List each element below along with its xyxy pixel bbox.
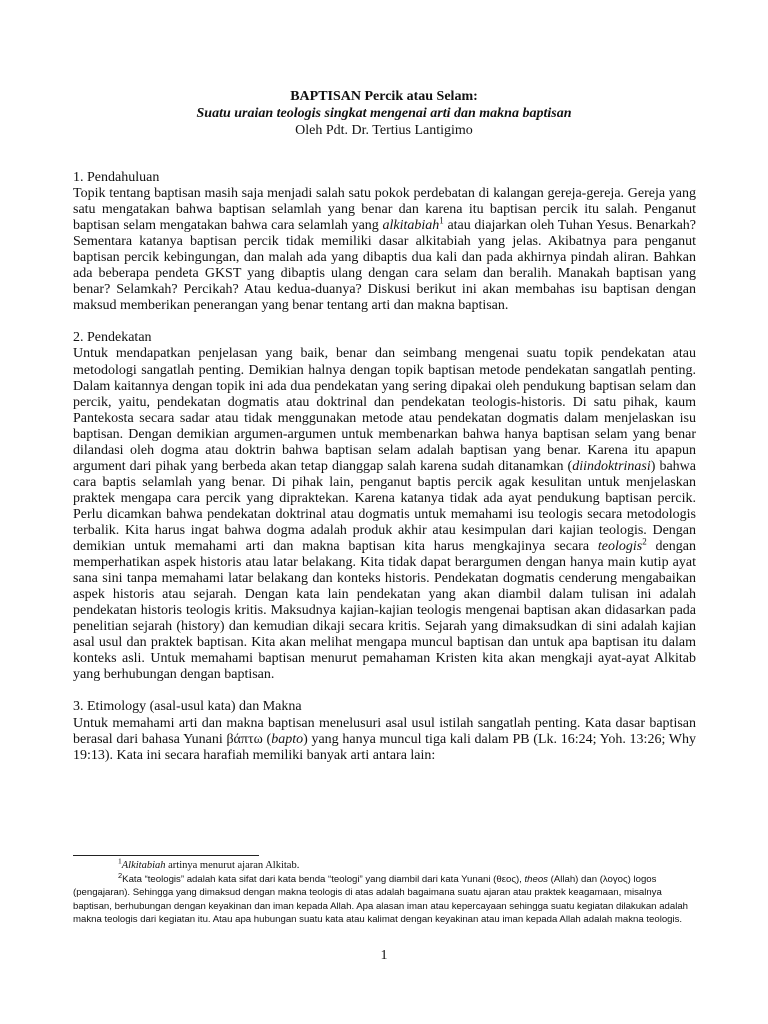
text-run: Topik tentang baptisan masih saja menjadi salah satu pokok perdebatan di kalangan gereja-gereja. Gereja yang satu mengatakan bahwa baptisan selamlah yang benar dan karena itu baptisan percik itu salah. Penganut baptisan selam mengatakan bahwa cara selamlah yang [73, 186, 696, 234]
footnote-number: 1 [118, 856, 122, 866]
footnote-separator [73, 855, 259, 856]
footnote-number: 2 [118, 870, 123, 880]
paragraph-pendekatan [73, 346, 696, 683]
section-heading-pendahuluan: 1. Pendahuluan [73, 170, 160, 185]
text-run: atau diajarkan oleh Tuhan Yesus. Benarkah? Sementara katanya baptisan percik tidak memiliki dasar alkitabiah yang jelas. Akibatnya para penganut baptisan percik kebingungan, dan malah ada yang dibaptis dua kali dan pada akhirnya pindah aliran. Bahkan ada beberapa pendeta GKST yang dibaptis ulang dengan cara selam dan beralih. Manakah baptisan yang benar? Selamkah? Percikah? Atau kedua-duanya? Diskusi berikut ini akan membahas isu baptisan dengan maksud memberikan penerangan yang benar tentang arti dan makna baptisan. [73, 218, 696, 314]
footnote-ref-1: 1 [439, 215, 444, 226]
footnote-2 [73, 870, 696, 927]
text-run: artinya menurut ajaran Alkitab. [165, 860, 300, 871]
text-run: ) yang hanya muncul tiga kali dalam PB (Lk. 16:24; Yoh. 13:26; Why 19:13). Kata ini secara harafiah memiliki banyak arti antara lain: [73, 731, 696, 763]
footnotes [73, 856, 696, 927]
document-title: BAPTISAN Percik atau Selam: [290, 89, 478, 104]
paragraph-etimology [73, 716, 696, 764]
text-run: Kata “teologis” adalah kata sifat dari kata benda “teologi” yang diambil dari kata Yunani (θεος), [122, 873, 525, 885]
document-author: Oleh Pdt. Dr. Tertius Lantigimo [295, 123, 473, 138]
document-body [73, 170, 696, 764]
section-heading-pendekatan: 2. Pendekatan [73, 330, 152, 346]
footnote-ref-2: 2 [642, 536, 647, 547]
title-block [72, 88, 696, 139]
page-number: 1 [380, 948, 388, 963]
text-run: Untuk memahami arti dan makna baptisan menelusuri asal usul istilah sangatlah penting. Kata dasar baptisan berasal dari bahasa Yunani [73, 715, 696, 747]
greek-word: βάπτω [226, 731, 263, 747]
text-run: ( [262, 731, 272, 747]
italic-term: teologis [597, 539, 643, 555]
text-run: dengan memperhatikan aspek historis atau latar belakang. Kita tidak dapat berargumen dengan hanya main kutip ayat sana sini tanpa memahami latar belakang dan konteks historis. Pendekatan dogmatis cenderung mengabaikan aspek historis atau sejarah. Dengan kata lain pendekatan yang akan diambil dalam tulisan ini adalah pendekatan historis teologis kritis. Maksudnya kajian-kajian teologis mengenai baptisan akan didasarkan pada penelitian sejarah (history) dan kemudian dikaji secara kritis. Sejarah yang dimaksudkan di sini adalah kajian asal usul dan praktek baptisan. Kita akan melihat mengapa muncul baptisan dan untuk apa baptisan itu dalam konteks asli. Untuk memahami baptisan menurut pemahaman Kristen kita akan mengkaji ayat-ayat Alkitab yang berhubungan dengan baptisan. [73, 539, 696, 683]
italic-term: alkitabiah [382, 218, 440, 234]
document-subtitle: Suatu uraian teologis singkat mengenai arti dan makna baptisan [196, 106, 572, 121]
paragraph-pendahuluan [73, 186, 696, 314]
text-run: ) bahwa cara baptis selamlah yang benar. Di pihak lain, penganut baptis percik agak kesulitan untuk menjelaskan praktek mengapa cara percik yang dipraktekan. Karena katanya tidak ada ayat pendukung baptisan percik. Perlu dicamkan bahwa pendekatan doktrinal atau dogmatis untuk memahami isu teologis secara metodologis terbalik. Kita harus ingat bahwa dogma adalah produk akhir atau kesimpulan dari kajian teologis. Dengan demikian untuk memahami arti dan makna baptisan kita harus mengkajinya secara [73, 458, 696, 555]
italic-term: bapto [271, 731, 304, 747]
section-heading-etimology: 3. Etimology (asal-usul kata) dan Makna [73, 699, 302, 715]
italic-term: theos [524, 873, 548, 885]
italic-term: Alkitabiah [121, 860, 166, 871]
footnote-1 [73, 856, 696, 873]
text-run: (Allah) dan (λογος) logos (pengajaran). Sehingga yang dimaksud dengan makna teologis di atas adalah bagaimana suatu ajaran atau praktek keagamaan, misalnya baptisan, berhubungan dengan keyakinan dan iman kepada Allah. Apa alasan iman atau kepercayaan sehingga suatu kegiatan dilakukan adalah makna teologis dari kegiatan itu. Atau apa hubungan suatu kata atau kalimat dengan keyakinan atau iman kepada Allah adalah makna teologis. [73, 873, 688, 925]
text-run: Untuk mendapatkan penjelasan yang baik, benar dan seimbang mengenai suatu topik pendekatan atau metodologi sangatlah penting. Demikian halnya dengan topik baptisan metode pendekatan sangatlah penting. Dalam kaitannya dengan topik ini ada dua pendekatan yang sering dipakai oleh pendukung baptisan selam dan percik, yaitu, pendekatan dogmatis atau doktrinal dan pendekatan teologis-historis. Di satu pihak, kaum Pantekosta secara sadar atau tidak menggunakan metode atau pendekatan dogmatis dalam menjelaskan isu baptisan. Dengan demikian argumen-argumen untuk membenarkan bahwa hanya baptisan selam yang benar dilandasi oleh dogma atau doktrin bahwa baptisan selam adalah baptisan yang benar. Karena itu apapun argument dari pihak yang berbeda akan tetap dianggap salah karena sudah ditanamkan ( [73, 346, 696, 474]
italic-term: diindoktrinasi [572, 458, 651, 474]
